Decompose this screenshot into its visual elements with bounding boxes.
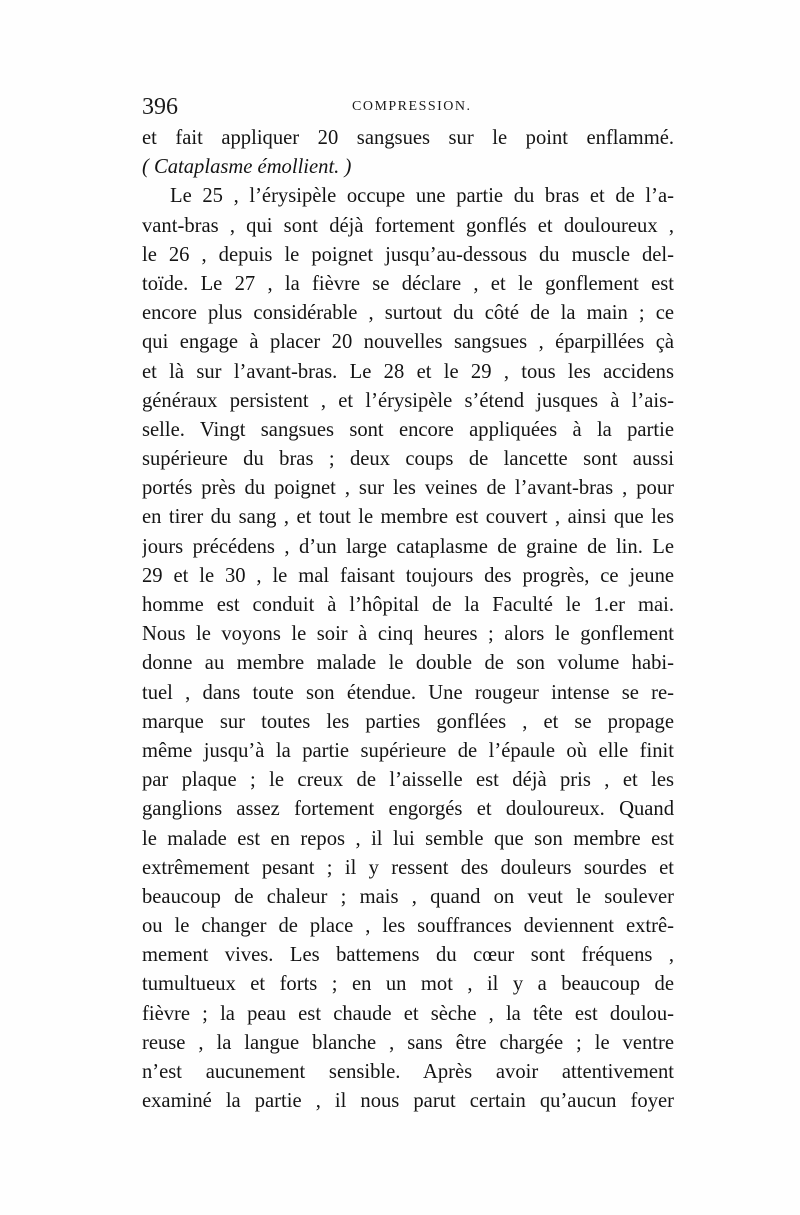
text-line: marque sur toutes les parties gonflées , et se propage [142, 710, 674, 733]
text-line: ou le changer de place , les souffrances deviennent extrê- [142, 915, 674, 938]
text-line: donne au membre malade le double de son volume habi- [142, 652, 674, 675]
text-line: supérieure du bras ; deux coups de lancette sont aussi [142, 448, 674, 471]
text-line: tuel , dans toute son étendue. Une rougeur intense se re- [142, 681, 674, 704]
text-line: selle. Vingt sangsues sont encore appliquées à la partie [142, 418, 674, 441]
text-line: reuse , la langue blanche , sans être chargée ; le ventre [142, 1031, 674, 1054]
running-head: COMPRESSION. [352, 99, 472, 114]
text-line: mement vives. Les battemens du cœur sont fréquens , [142, 944, 674, 967]
text-line: et là sur l’avant-bras. Le 28 et le 29 , tous les accidens [142, 360, 674, 383]
text-line: beaucoup de chaleur ; mais , quand on veut le soulever [142, 885, 674, 908]
text-line: extrêmement pesant ; il y ressent des douleurs sourdes et [142, 856, 674, 879]
text-line: portés près du poignet , sur les veines de l’avant-bras , pour [142, 477, 674, 500]
text-line: en tirer du sang , et tout le membre est couvert , ainsi que les [142, 506, 674, 529]
text-line: Le 25 , l’érysipèle occupe une partie du bras et de l’a- [170, 185, 674, 208]
page-header [142, 92, 682, 122]
text-line: vant-bras , qui sont déjà fortement gonflés et douloureux , [142, 214, 674, 237]
text-line: n’est aucunement sensible. Après avoir attentivement [142, 1061, 674, 1083]
text-line: toïde. Le 27 , la fièvre se déclare , et le gonflement est [142, 272, 674, 295]
text-line: le 26 , depuis le poignet jusqu’au-dessous du muscle del- [142, 243, 674, 266]
text-line: qui engage à placer 20 nouvelles sangsues , éparpillées çà [142, 331, 674, 354]
body-text [142, 124, 674, 1116]
page-number: 396 [142, 94, 178, 120]
text-line: tumultueux et forts ; en un mot , il y a beaucoup de [142, 973, 674, 996]
text-line: ganglions assez fortement engorgés et douloureux. Quand [142, 798, 674, 821]
text-line: Nous le voyons le soir à cinq heures ; alors le gonflement [142, 623, 674, 646]
text-line: 29 et le 30 , le mal faisant toujours des progrès, ce jeune [142, 564, 674, 587]
text-line: encore plus considérable , surtout du côté de la main ; ce [142, 302, 674, 325]
text-line: examiné la partie , il nous parut certain qu’aucun foyer [142, 1090, 674, 1113]
text-line: le malade est en repos , il lui semble que son membre est [142, 827, 674, 850]
text-line: et fait appliquer 20 sangsues sur le point enflammé. [142, 127, 674, 149]
text-line: même jusqu’à la partie supérieure de l’épaule où elle finit [142, 739, 674, 762]
text-line: jours précédens , d’un large cataplasme de graine de lin. Le [142, 535, 674, 558]
text-line: généraux persistent , et l’érysipèle s’étend jusques à l’ais- [142, 389, 674, 412]
text-line: par plaque ; le creux de l’aisselle est déjà pris , et les [142, 769, 674, 792]
text-line: ( Cataplasme émollient. ) [142, 156, 352, 179]
text-line: fièvre ; la peau est chaude et sèche , la tête est doulou- [142, 1002, 674, 1025]
text-line: homme est conduit à l’hôpital de la Faculté le 1.er mai. [142, 594, 674, 616]
